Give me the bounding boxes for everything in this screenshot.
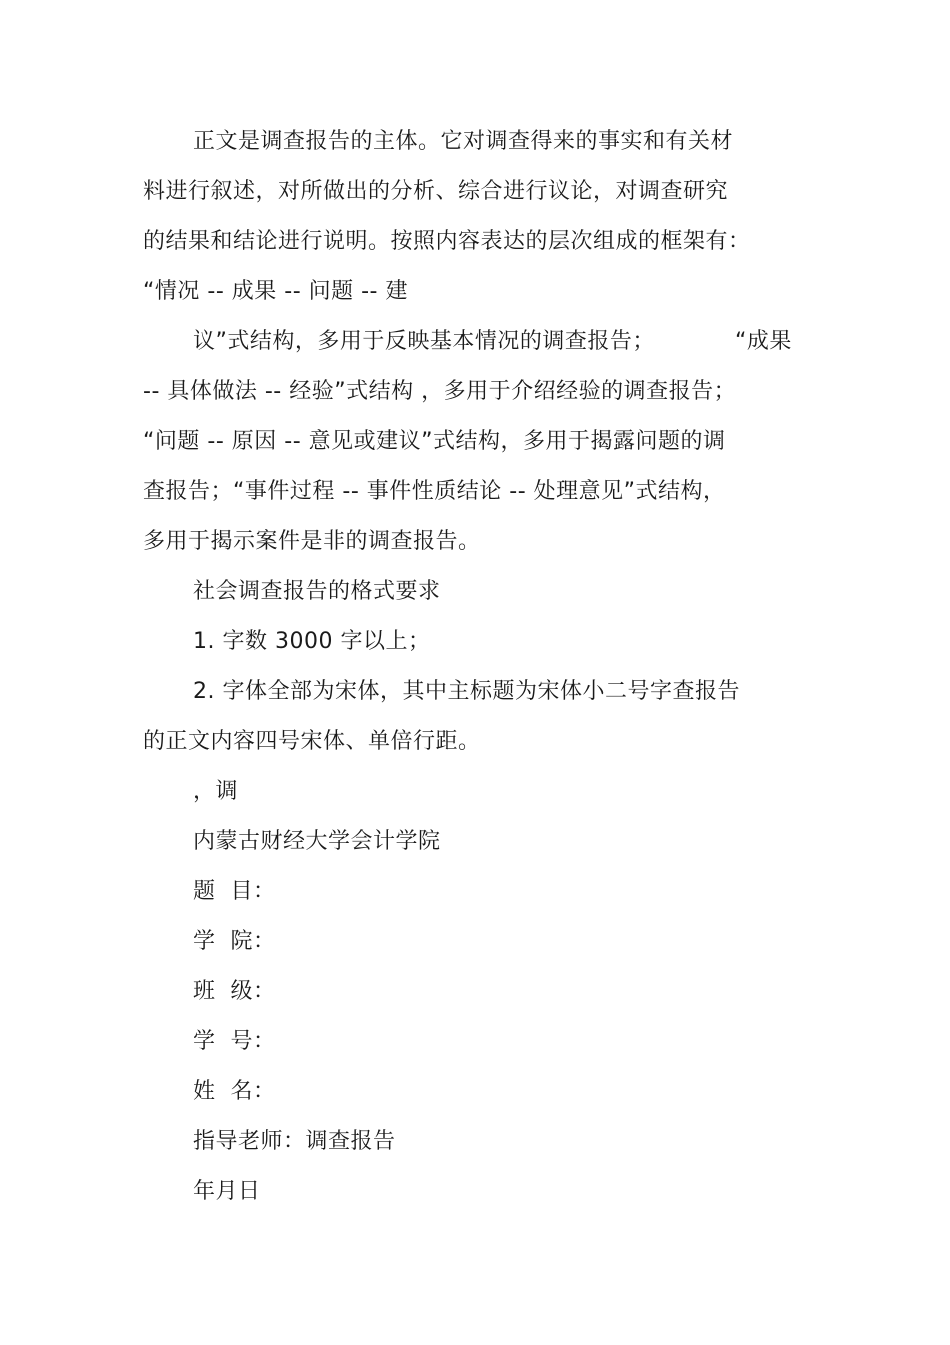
paragraph-line: ，调 — [193, 779, 239, 804]
paragraph-line: 正文是调查报告的主体。它对调查得来的事实和有关材 — [193, 129, 734, 154]
form-field-date: 年月日 — [193, 1179, 261, 1204]
form-field-name: 姓 名： — [193, 1079, 276, 1104]
paragraph-line: “成果 — [735, 329, 792, 354]
paragraph-line: 议”式结构，多用于反映基本情况的调查报告； — [193, 329, 655, 354]
list-item: 1. 字数 3000 字以上； — [193, 629, 431, 654]
form-field-class: 班 级： — [193, 979, 276, 1004]
form-field-student-id: 学 号： — [193, 1029, 276, 1054]
paragraph-line: 的结果和结论进行说明。按照内容表达的层次组成的框架有： — [143, 229, 751, 254]
form-field-title: 题 目： — [193, 879, 276, 904]
paragraph-line: -- 具体做法 -- 经验”式结构 ，多用于介绍经验的调查报告； — [143, 379, 737, 404]
form-field-advisor: 指导老师：调查报告 — [193, 1129, 396, 1154]
paragraph-line: 的正文内容四号宋体、单倍行距。 — [143, 729, 481, 754]
list-item: 2. 字体全部为宋体，其中主标题为宋体小二号字查报告 — [193, 679, 740, 704]
paragraph-line: 多用于揭示案件是非的调查报告。 — [143, 529, 481, 554]
paragraph-line: 查报告；“事件过程 -- 事件性质结论 -- 处理意见”式结构， — [143, 479, 726, 504]
institution-name: 内蒙古财经大学会计学院 — [193, 829, 441, 854]
form-field-college: 学 院： — [193, 929, 276, 954]
paragraph-line: “问题 -- 原因 -- 意见或建议”式结构，多用于揭露问题的调 — [143, 429, 726, 454]
paragraph-line: “情况 -- 成果 -- 问题 -- 建 — [143, 279, 408, 304]
paragraph-line: 料进行叙述，对所做出的分析、综合进行议论，对调查研究 — [143, 179, 729, 204]
section-heading: 社会调查报告的格式要求 — [193, 579, 441, 604]
